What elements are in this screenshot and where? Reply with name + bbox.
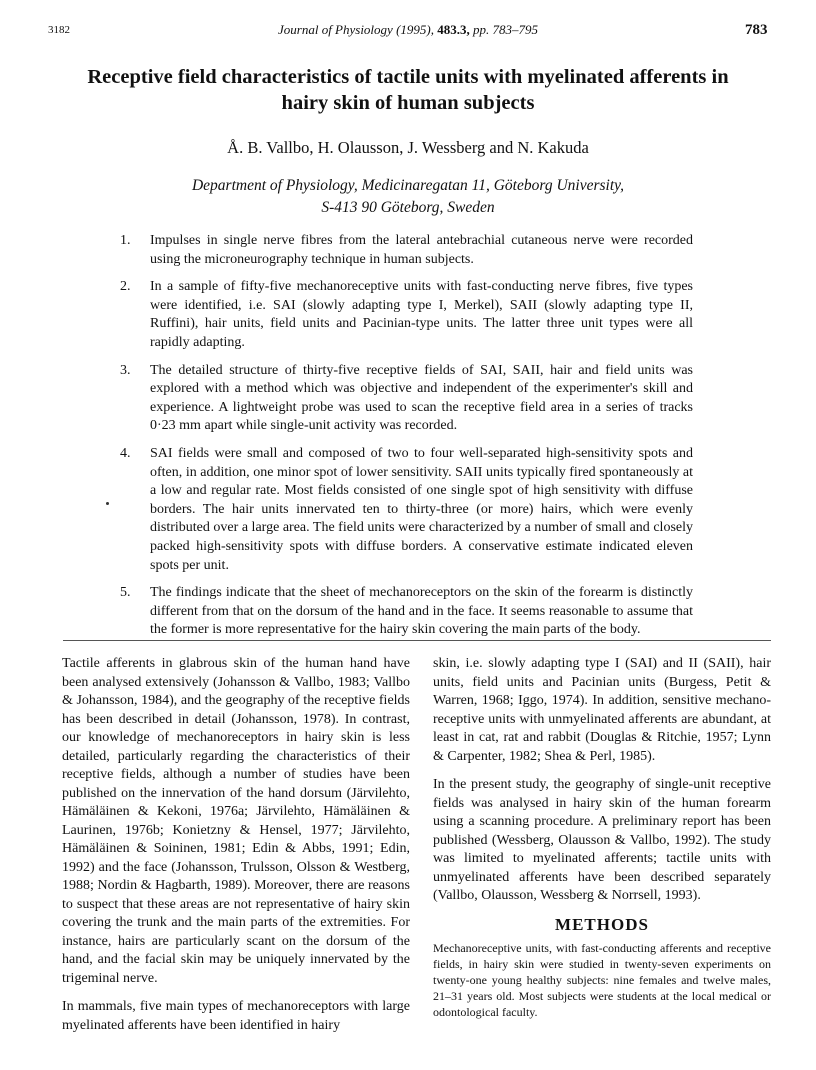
summary-number: 5. (120, 585, 131, 601)
summary-text: The findings indicate that the sheet of mechanoreceptors on the skin of the forearm is distinctly different from that on the dorsum of the hand and in the face. It seems reasonable to assume that the former is more representative for the hairy skin covering the main parts of the body. (150, 585, 693, 638)
methods-heading: METHODS (555, 914, 649, 934)
summary-list (105, 232, 693, 649)
body-paragraph: Tactile afferents in glabrous skin of the human hand have been analysed extensively (Johansson & Vallbo, 1983; Vallbo & Johansson, 1984), and the geography of the receptive fields has been described in detail (Johansson, 1978). In contrast, our knowledge of mechanoreceptors in hairy skin is less detailed, particularly regarding the characteristics of their receptive fields, although a number of studies have been published on the innervation of the hand dorsum (Järvilehto, Hämäläinen & Kekoni, 1976a; Järvilehto, Hämäläinen & Laurinen, 1976b; Konietzny & Hensel, 1977; Järvilehto, Hämäläinen & Soininen, 1981; Edin & Abbs, 1991; Edin, 1992) and the face (Johansson, Trulsson, Olsson & Westberg, 1988; Nordin & Hagbarth, 1989). Moreover, there are reasons to suspect that these areas are not representative of hairy skin covering the trunk and the main parts of the extremities. For instance, hairs are particularly scant on the dorsum of the hand, and the facial skin may be uniquely innervated by the trigeminal nerve. (62, 656, 410, 986)
summary-number: 1. (120, 233, 131, 248)
author-list: Å. B. Vallbo, H. Olausson, J. Wessberg and N. Kakuda (227, 138, 589, 157)
summary-number: 3. (120, 362, 131, 378)
summary-number: 4. (120, 445, 131, 461)
left-column (62, 655, 410, 1045)
journal-volume: 483.3, (437, 22, 470, 37)
methods-paragraph: Mechanoreceptive units, with fast-conducting afferents and receptive fields, in hairy skin were studied in twenty-seven experiments on twenty-one young healthy subjects: nine females and twelve males, 21–31 years old. Most subjects were students at the local medical or odontological faculty. (433, 941, 771, 1019)
journal-name: Journal of Physiology (278, 22, 393, 37)
summary-text: In a sample of fifty-five mechanoreceptive units with fast-conducting nerve fibres, five types were identified, i.e. SAI (slowly adapting type I, Merkel), SAII (slowly adapting type II, Ruffini), hair units, field units and Pacinian-type units. The latter three unit types were all rapidly adapting. (150, 279, 693, 350)
summary-text: Impulses in single nerve fibres from the lateral antebrachial cutaneous nerve were recorded using the microneurography technique in human subjects. (150, 233, 693, 267)
summary-item (105, 232, 693, 269)
affiliation-line-2: S-413 90 Göteborg, Sweden (321, 199, 495, 216)
body-paragraph: In mammals, five main types of mechanoreceptors with large myelinated afferents have been identified in hairy (62, 999, 410, 1033)
running-header (0, 22, 816, 38)
article-title: Receptive field characteristics of tactile units with myelinated afferents in hairy skin of human subjects (87, 66, 729, 114)
summary-item (105, 584, 693, 640)
page-number: 783 (745, 22, 768, 38)
summary-text: SAI fields were small and composed of two to four well-separated high-sensitivity spots and often, in addition, one minor spot of lower sensitivity. SAII units typically fired spontaneously at a low and regular rate. Most fields consisted of one single spot of high sensitivity with diffuse borders. The hair units innervated ten to thirty-three (or more) hairs, which were evenly distributed over a large area. The field units were characterized by a number of small and closely packed high-sensitivity spots with diffuse borders. A conservative estimate indicated eleven spots per unit. (150, 445, 693, 573)
journal-pages: pp. 783–795 (473, 22, 538, 37)
affiliation (120, 175, 696, 219)
right-column (433, 655, 771, 1020)
summary-item (105, 445, 693, 575)
summary-item (105, 362, 693, 436)
body-paragraph: skin, i.e. slowly adapting type I (SAI) and II (SAII), hair units, field units and Pacinian units (Burgess, Petit & Warren, 1968; Iggo, 1974). In addition, sensitive mechano-receptive units with unmyelinated afferents are abundant, at least in cat, rat and rabbit (Douglas & Ritchie, 1957; Lynn & Carpenter, 1982; Shea & Perl, 1985). (433, 656, 771, 764)
journal-year: (1995), (396, 22, 434, 37)
body-paragraph: In the present study, the geography of single-unit receptive fields was analysed in hairy skin of the human forearm using a scanning procedure. A preliminary report has been published (Wessberg, Olausson & Vallbo, 1992). The study was limited to myelinated afferents; tactile units with unmyelinated afferents have been described separately (Vallbo, Olausson, Wessberg & Norrsell, 1993). (433, 777, 771, 903)
affiliation-line-1: Department of Physiology, Medicinaregatan 11, Göteborg University, (191, 177, 625, 194)
summary-text: The detailed structure of thirty-five receptive fields of SAI, SAII, hair and field units was explored with a method which was objective and independent of the experimenter's skill and experience. A lightweight probe was used to scan the receptive field area in a series of tracks 0·23 mm apart while single-unit activity was recorded. (150, 362, 693, 434)
page-code: 3182 (48, 24, 70, 36)
margin-dot (106, 502, 109, 505)
summary-item (105, 278, 693, 352)
section-divider (63, 640, 771, 641)
summary-number: 2. (120, 279, 131, 295)
